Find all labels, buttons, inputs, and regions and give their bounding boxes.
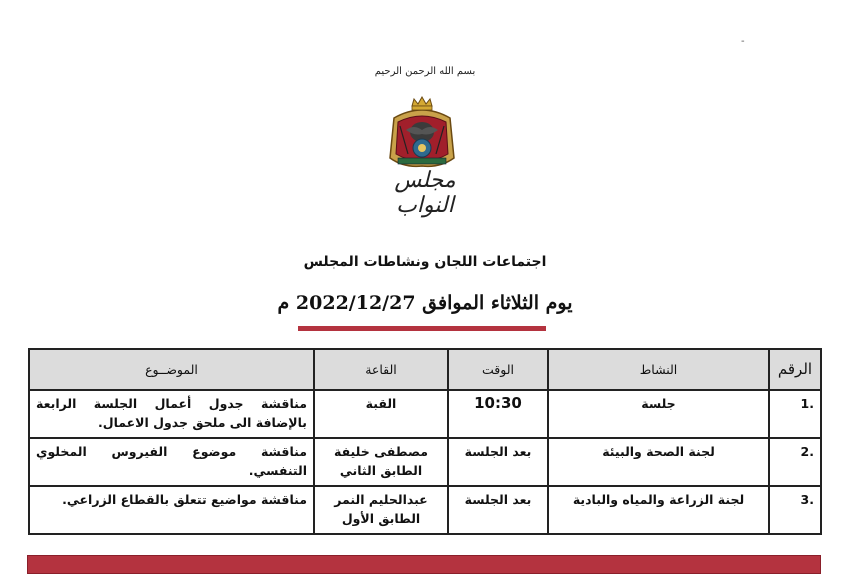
header-topic: الموضــوع (29, 349, 314, 390)
row-hall: مصطفى خليفة الطابق الثاني (314, 438, 448, 486)
row-activity: لجنة الصحة والبيئة (548, 438, 769, 486)
row-num: .3 (769, 486, 821, 534)
table-header-row (29, 349, 821, 390)
row-topic: مناقشة موضوع الفيروس المخلوي التنفسي. (29, 438, 314, 486)
footer-bar (28, 556, 820, 573)
row-hall: عبدالحليم النمر الطابق الأول (314, 486, 448, 534)
row-topic: مناقشة مواضيع تتعلق بالقطاع الزراعي. (29, 486, 314, 534)
row-time: بعد الجلسة (448, 486, 548, 534)
row-num: .2 (769, 438, 821, 486)
table-row (29, 486, 821, 534)
row-activity: جلسة (548, 390, 769, 438)
coat-of-arms-icon (384, 96, 460, 176)
header-time: الوقت (448, 349, 548, 390)
parliament-logo: مجلس النواب (394, 168, 456, 218)
row-time: بعد الجلسة (448, 438, 548, 486)
stray-mark: - (741, 36, 745, 47)
basmala: بسم الله الرحمن الرحيم (374, 66, 476, 77)
schedule-table (28, 348, 822, 535)
header-num: الرقم (769, 349, 821, 390)
row-activity: لجنة الزراعة والمياه والبادية (548, 486, 769, 534)
page-heading: اجتماعات اللجان ونشاطات المجلس (303, 254, 547, 270)
row-topic: مناقشة جدول أعمال الجلسة الرابعة بالإضافة الى ملحق جدول الاعمال. (29, 390, 314, 438)
date-underline (298, 326, 546, 331)
date-line: يوم الثلاثاء الموافق 2022/12/27 م (277, 292, 573, 314)
table-row (29, 390, 821, 438)
table-row (29, 438, 821, 486)
header-hall: القاعة (314, 349, 448, 390)
row-num: .1 (769, 390, 821, 438)
row-time: 10:30 (448, 390, 548, 438)
row-hall: القبة (314, 390, 448, 438)
header-activity: النشاط (548, 349, 769, 390)
